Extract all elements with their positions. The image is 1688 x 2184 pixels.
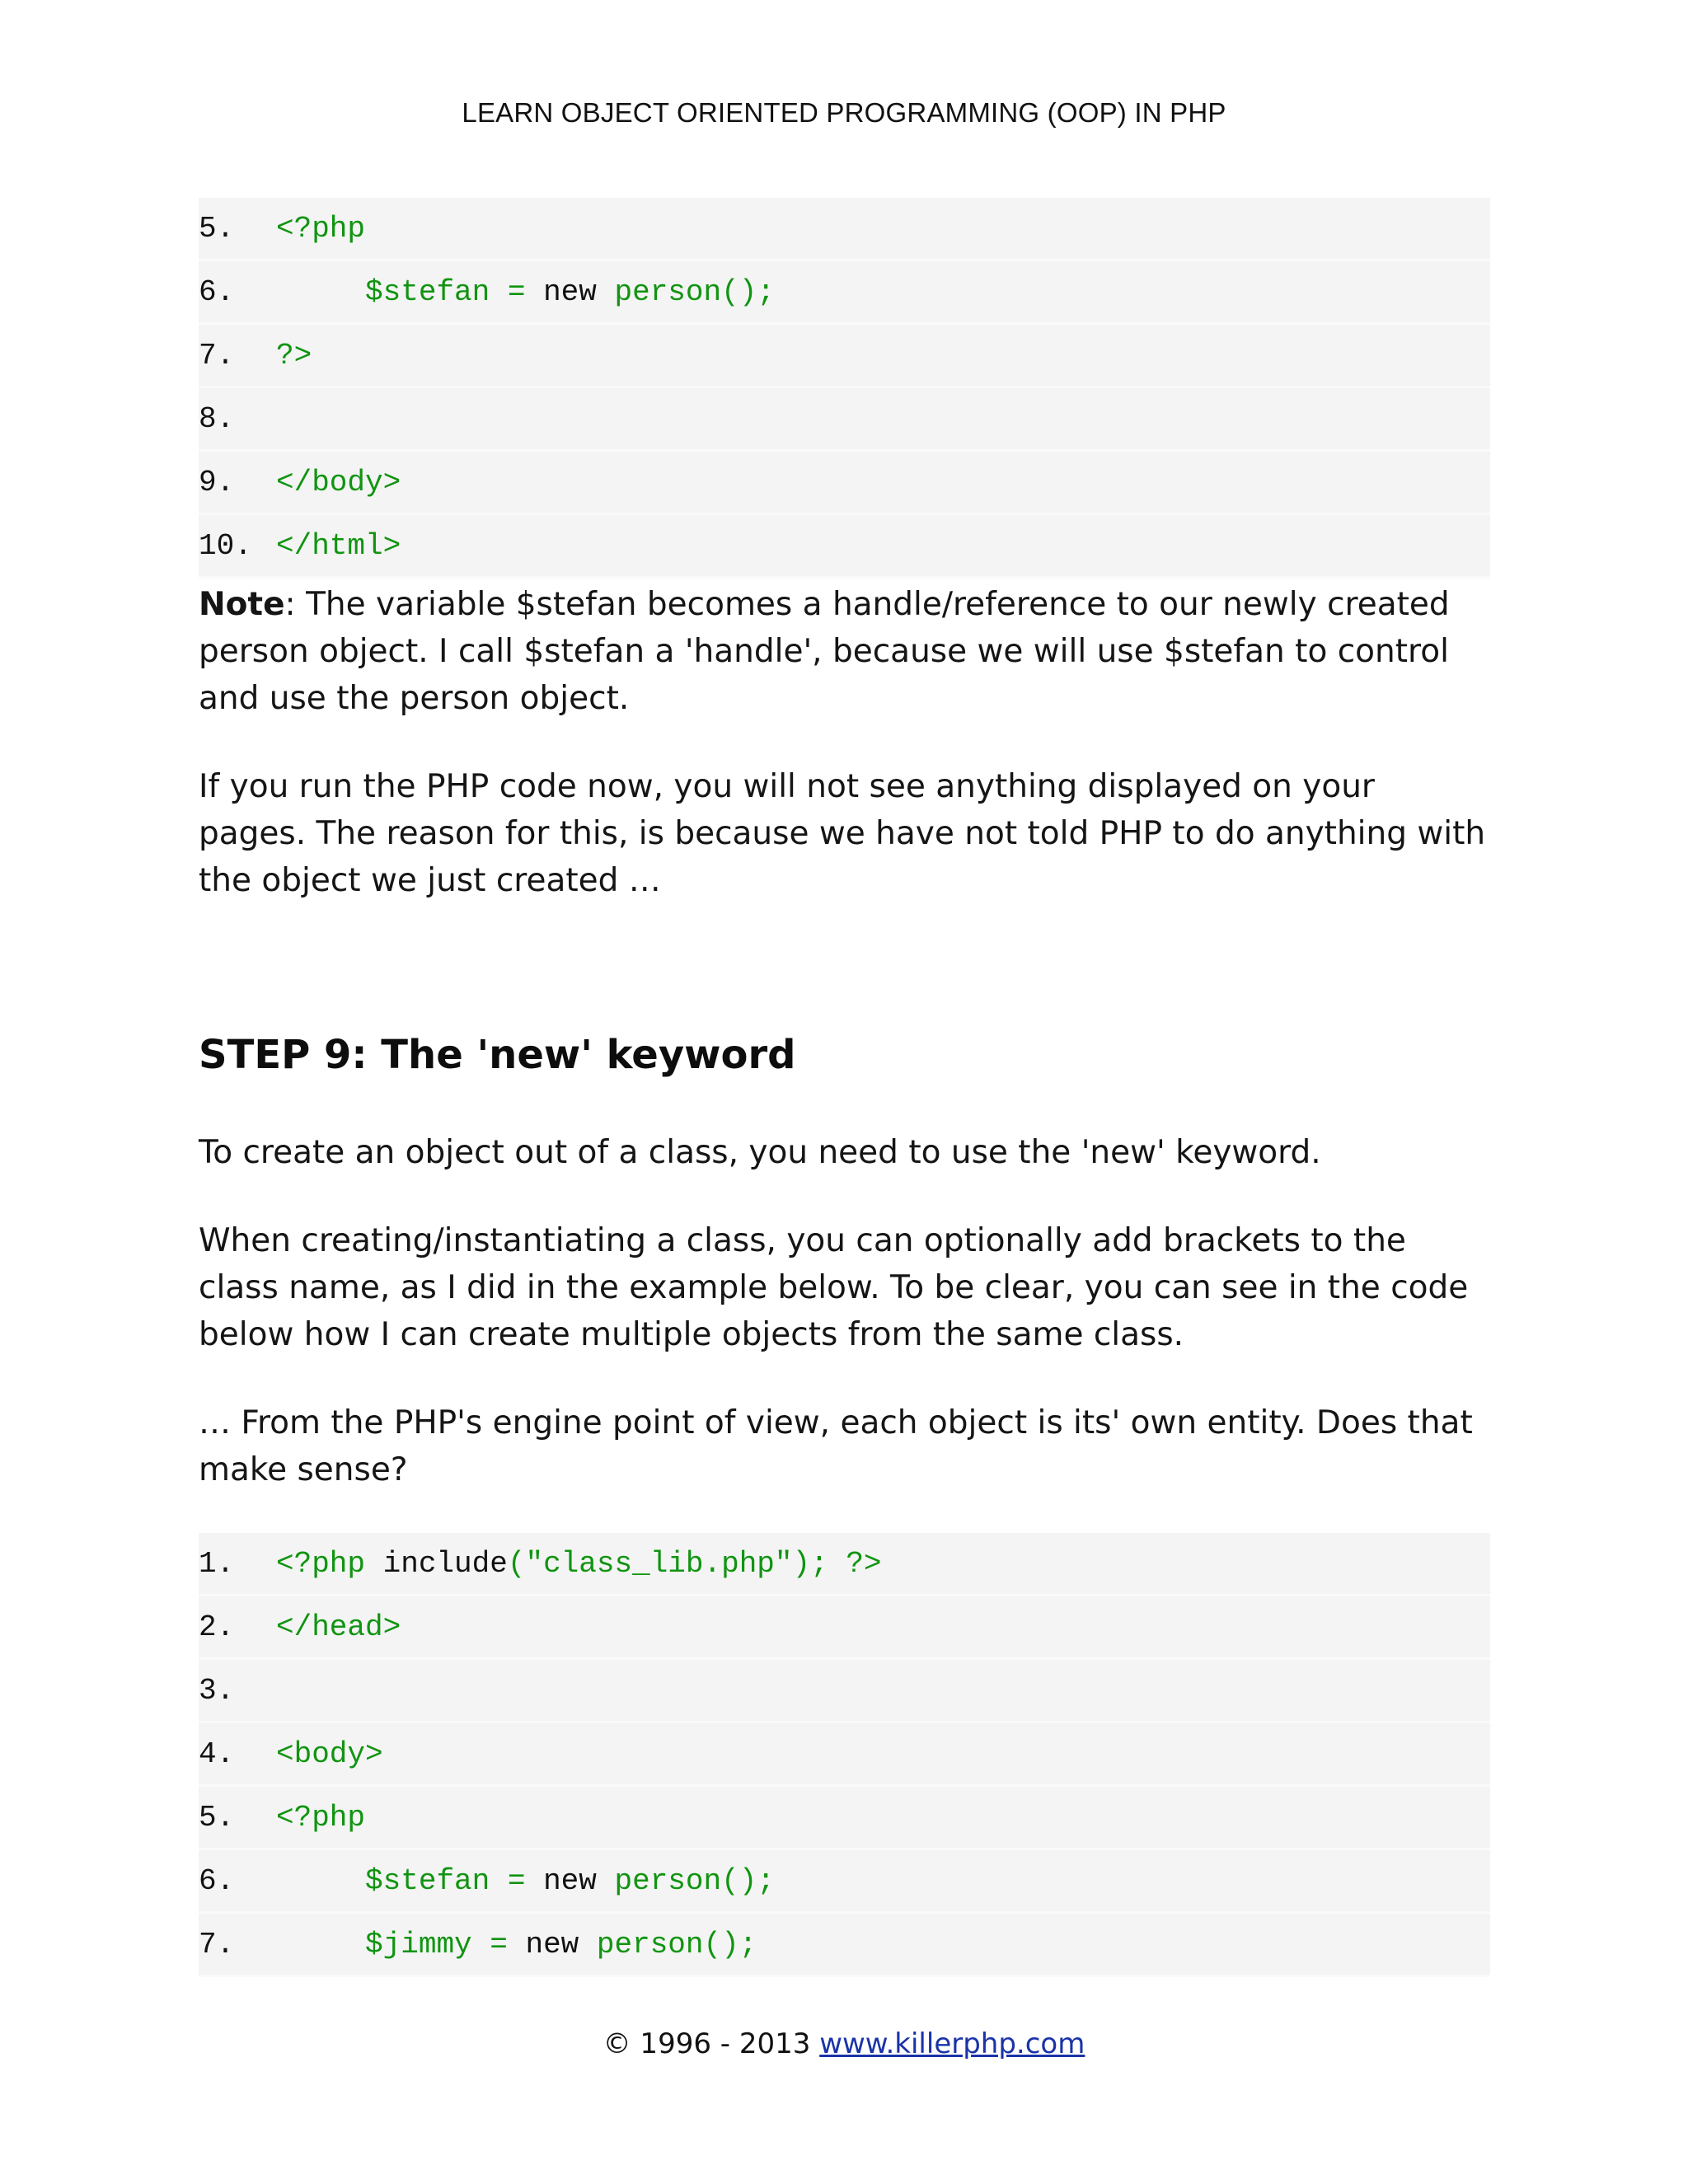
engine-text: … From the PHP's engine point of view, each object is its' own entity. Does that make sense? bbox=[199, 1404, 1473, 1488]
note-label: Note bbox=[199, 586, 285, 623]
create-paragraph bbox=[199, 1129, 1490, 1176]
code-line bbox=[199, 388, 1490, 452]
code-line bbox=[199, 325, 1490, 388]
code-line bbox=[199, 1850, 1490, 1914]
code-token: $jimmy = bbox=[365, 1927, 526, 1961]
page-header: LEARN OBJECT ORIENTED PROGRAMMING (OOP) IN PHP bbox=[462, 97, 1226, 128]
copyright-text: © 1996 - 2013 bbox=[603, 2027, 820, 2060]
code-block-2 bbox=[199, 1533, 1490, 1977]
line-number: 10. bbox=[199, 528, 252, 563]
code-token: </html> bbox=[276, 528, 401, 563]
step-heading: STEP 9: The 'new' keyword bbox=[199, 1032, 796, 1078]
code-token: <?php bbox=[276, 211, 366, 246]
line-number: 9. bbox=[199, 465, 235, 499]
line-number: 3. bbox=[199, 1673, 235, 1708]
code-token: person(); bbox=[596, 1927, 757, 1961]
code-token: $stefan = bbox=[365, 1863, 544, 1898]
code-token: new bbox=[525, 1927, 597, 1961]
page-footer bbox=[0, 2027, 1688, 2060]
line-number: 4. bbox=[199, 1736, 235, 1771]
line-number: 7. bbox=[199, 338, 235, 373]
code-token: ("class_lib.php"); ?> bbox=[507, 1546, 882, 1581]
code-line bbox=[199, 515, 1490, 579]
code-line bbox=[199, 1723, 1490, 1787]
note-paragraph bbox=[199, 581, 1490, 722]
line-number: 7. bbox=[199, 1927, 235, 1961]
code-block-1 bbox=[199, 198, 1490, 579]
code-line bbox=[199, 261, 1490, 325]
line-number: 6. bbox=[199, 1863, 235, 1898]
code-line bbox=[199, 452, 1490, 515]
code-text bbox=[276, 1801, 365, 1835]
instantiate-paragraph bbox=[199, 1217, 1490, 1358]
code-text bbox=[276, 466, 401, 499]
instantiate-text: When creating/instantiating a class, you can optionally add brackets to the class name, as I did in the example below. To be clear, you can see in the code below how I can create multiple objects from the same class. bbox=[199, 1222, 1469, 1353]
code-line bbox=[199, 1914, 1490, 1977]
note-text: : The variable $stefan becomes a handle/reference to our newly created person object. I call $stefan a 'handle', because we will use $stefan to control and use the person object. bbox=[199, 586, 1450, 717]
code-token: person(); bbox=[614, 274, 775, 309]
run-paragraph bbox=[199, 763, 1490, 904]
line-number: 5. bbox=[199, 211, 235, 246]
code-token: <?php bbox=[276, 1800, 366, 1835]
code-token: person(); bbox=[614, 1863, 775, 1898]
code-token: new bbox=[543, 274, 615, 309]
code-line bbox=[199, 198, 1490, 261]
code-text bbox=[276, 529, 401, 563]
code-token: <?php bbox=[276, 1546, 383, 1581]
code-token: $stefan = bbox=[365, 274, 544, 309]
site-link[interactable]: www.killerphp.com bbox=[819, 2027, 1085, 2060]
code-text bbox=[276, 1737, 383, 1771]
code-token: </head> bbox=[276, 1610, 401, 1644]
code-line bbox=[199, 1596, 1490, 1660]
code-token: <body> bbox=[276, 1736, 383, 1771]
line-number: 2. bbox=[199, 1610, 235, 1644]
code-text bbox=[276, 339, 312, 373]
line-number: 8. bbox=[199, 401, 235, 436]
code-token: include bbox=[382, 1546, 508, 1581]
code-line bbox=[199, 1533, 1490, 1596]
line-number: 1. bbox=[199, 1546, 235, 1581]
code-text bbox=[276, 275, 775, 309]
code-text bbox=[276, 212, 365, 246]
code-line bbox=[199, 1787, 1490, 1850]
step-heading-block bbox=[199, 1032, 1490, 1078]
engine-paragraph bbox=[199, 1399, 1490, 1493]
create-text: To create an object out of a class, you need to use the 'new' keyword. bbox=[199, 1134, 1321, 1171]
run-text: If you run the PHP code now, you will not see anything displayed on your pages. The reason for this, is because we have not told PHP to do anything with the object we just created … bbox=[199, 768, 1486, 899]
code-token: ?> bbox=[276, 338, 312, 373]
line-number: 6. bbox=[199, 274, 235, 309]
code-token: new bbox=[543, 1863, 615, 1898]
code-text bbox=[276, 1864, 775, 1898]
code-line bbox=[199, 1660, 1490, 1723]
line-number: 5. bbox=[199, 1800, 235, 1835]
code-token: </body> bbox=[276, 465, 401, 499]
code-text bbox=[276, 1928, 757, 1961]
code-text bbox=[276, 1547, 882, 1581]
code-text bbox=[276, 1610, 401, 1644]
